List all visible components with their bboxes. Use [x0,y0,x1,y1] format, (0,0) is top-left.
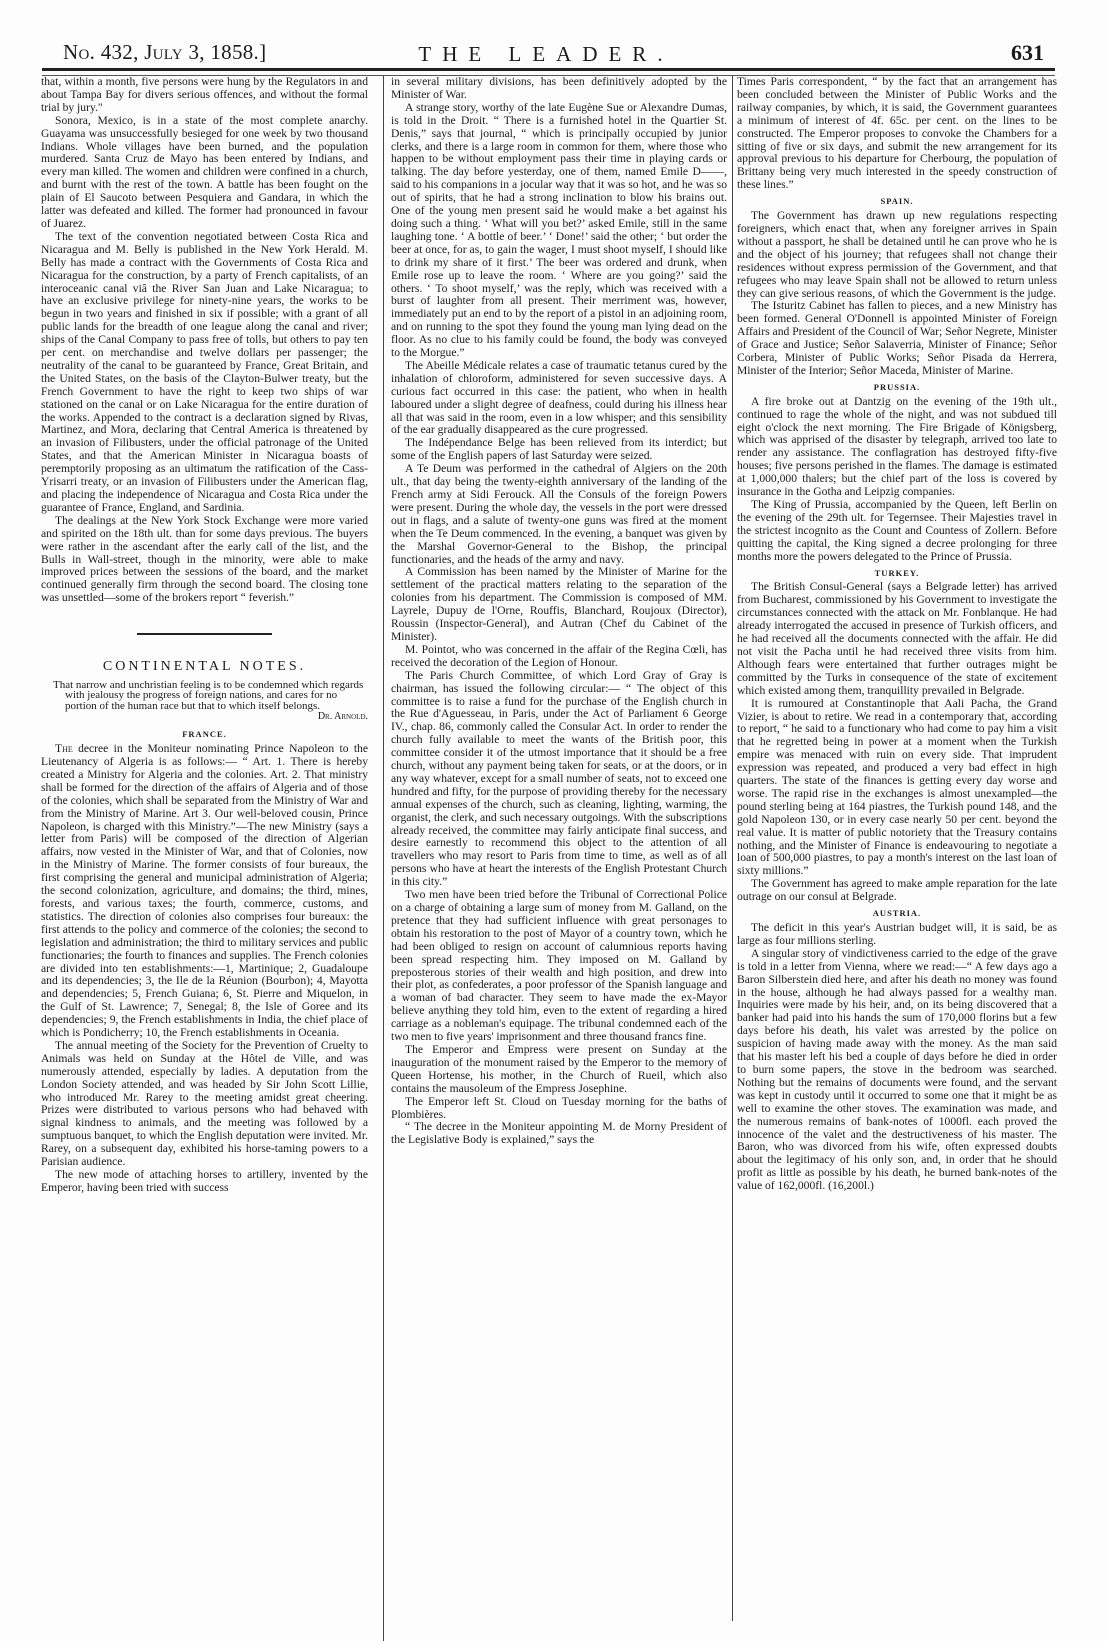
article-paragraph: The King of Prussia, accompanied by the Queen, left Berlin on the evening of the 29th ult. for Tegernsee. Their Majesties travel in the strictest incognito as the Count and Countess of Zollern. Before quitting the capital, the King signed a decree prolonging for three months more the powers delegated to the Prince of Prussia. [737,498,1057,563]
article-paragraph: A fire broke out at Dantzig on the evening of the 19th ult., continued to rage the whole of the night, and was not subdued till eight o'clock the next morning. The Fire Brigade of Königsberg, which was apprised of the disaster by telegraph, arrived too late to render any assistance. The conflagration has destroyed fifty-five houses; five persons perished in the flames. The damage is estimated at 1,000,000 thalers; but the chief part of the loss is covered by insurance in the Gotha and Leipzig companies. [737,394,1057,499]
article-paragraph: The annual meeting of the Society for the Prevention of Cruelty to Animals was held on Sunday at the Hôtel de Ville, and was numerously attended, especially by ladies. A deputation from the London Society attended, and was headed by Sir John Scott Lillie, who introduced Mr. Rarey to the meeting amidst great cheering. Prizes were distributed to various persons who had behaved with signal kindness to animals, and the meeting was followed by a sumptuous banquet, to which the English deputation were invited. Mr. Rarey, on a subsequent day, exhibited his horse-taming powers to a Parisian audience. [41,1038,368,1169]
column-2-articles [391,76,727,1147]
article-paragraph: The text of the convention negotiated between Costa Rica and Nicaragua and M. Belly is published in the New York Herald. M. Belly has made a contract with the Governments of Costa Rica and Nicaragua for the construction, by a party of French capitalists, of an interoceanic canal viâ the River San Juan and Lake Nicaragua; to have an exclusive privilege for ninety-nine years, the works to be begun in two years and finished in six if possible; with a grant of all public lands for the breadth of one league along the canal and river; ships of the Canal Company to pass free of tolls, but others to pay ten per cent. on merchandise and twelve dollars per passenger; the neutrality of the canal to be guaranteed by France, Great Britain, and the United States, on the basis of the Clayton-Bulwer treaty, but the French Government to have the right to keep two ships of war stationed on the canal or on Lake Nicaragua for the entire duration of the works. Appended to the contract is a declaration signed by Rivas, Martinez, and Mora, declaring that Central America is threatened by an invasion of Filibusters, under the official patronage of the United States, and that the American Minister in Nicaragua boasts of peremptorily proposing as an ultimatum the ratification of the Cass-Yrisarri treaty, or an invasion of Filibusters under the American flag, and placing the independence of Nicaragua and Costa Rica under the guarantee of France, England, and Sardinia. [41,229,368,514]
column-1-articles [41,76,368,605]
section-heading-turkey: TURKEY. [874,567,920,578]
paragraph-lead-word: The [55,742,73,756]
section-heading-france: FRANCE. [182,729,227,740]
epigraph-author: Dr. Arnold. [317,711,368,723]
page-number: 631 [1011,40,1044,65]
article-paragraph: A Commission has been named by the Minister of Marine for the settlement of the practical matters relating to the separation of the colonies from his department. The Commission is composed of MM. Layrele, Dupuy de l'Orne, Rouffis, Blanchard, Roujoux (Director), Roussin (Inspector-General), and Autran (Chef du Cabinet of the Minister). [391,565,727,643]
column-3-sections [737,195,1057,1193]
article-paragraph: M. Pointot, who was concerned in the affair of the Regina Cœli, has received the decoration of the Legion of Honour. [391,642,727,669]
article-paragraph: that, within a month, five persons were hung by the Regulators in and about Tampa Bay for divers serious offences, and without the formal trial by jury." [41,75,368,114]
section-heading-prussia: PRUSSIA. [873,381,921,392]
column-divider [383,76,384,1641]
article-paragraph: The Emperor and Empress were present on Sunday at the inauguration of the monument raised by the Emperor to the memory of Queen Hortense, his mother, in the Church of Rueil, which also contains the mausoleum of the Empress Josephine. [391,1042,727,1095]
masthead [40,40,1052,66]
article-paragraph: The Isturitz Cabinet has fallen to pieces, and a new Ministry has been formed. General O'Donnell is appointed Minister of Foreign Affairs and President of the Council of War; Señor Negrete, Minister of Grace and Justice; Señor Salaverria, Minister of Finance; Señor Corbera, Minister of Public Works; Señor Pisada da Herrera, Minister of the Interior; Señor Maceda, Minister of Marine. [737,299,1057,377]
column-3 [737,76,1057,1193]
article-paragraph: “ The decree in the Moniteur appointing M. de Morny President of the Legislative Body is explained,” says the [391,1120,727,1147]
paragraph-text: decree in the Moniteur nominating Prince Napoleon to the Lieutenancy of Algeria is as follows:— “ Art. 1. There is hereby created a Ministry for Algeria and the colonies. Art. 2. That ministry shall be formed for the direction of the affairs of Algeria and of those of the colonies, which shall be separated from the Ministry of War and from the Ministry of Marine. Art 3. Our well-beloved cousin, Prince Napoleon, is charged with this Ministry.”—The new Ministry (says a letter from Paris) will be composed of the direction of Algerian affairs, now vested in the Minister of War, and that of Colonies, now in the Ministry of Marine. The former consists of four bureaux, the first comprising the general and municipal administration of Algeria; the second colonization, agriculture, and domains; the third, mines, forests, and various taxes; the fourth, commerce, customs, and statistics. The direction of colonies also comprises four bureaux: the first attends to the policy and commerce of the colonies; the second to legislation and administration; the third to military services and public functionaries; the fourth to finances and supplies. The French colonies are divided into ten establishments:—1, Martinique; 2, Guadaloupe and its dependencies; 3, the Ile de la Réunion (Bourbon); 4, Mayotta and dependencies; 5, French Guiana; 6, St. Pierre and Miquelon, in the Gulf of St. Lawrence; 7, Senegal; 8, the Isle of Goree and its dependencies; 9, the French establishments in India, the chief place of which is Pondicherry; 10, the French establishments in Oceania. [41,742,368,1040]
article-paragraph [41,743,368,1040]
article-paragraph: The new mode of attaching horses to artillery, invented by the Emperor, having been tried with success [41,1168,368,1194]
article-paragraph: The Emperor left St. Cloud on Tuesday morning for the baths of Plombières. [391,1094,727,1121]
article-paragraph: A strange story, worthy of the late Eugène Sue or Alexandre Dumas, is told in the Droit. “ There is a furnished hotel in the Quartier St. Denis,” says that journal, “ which is principally occupied by junior clerks, and there is a large room in common for them, where those who happen to be without employment pass their time in playing cards or talking. The day before yesterday, one of them, named Emile D——, said to his companions in a jocular way that it was so hot, and he was so out of spirits, that he had a strong inclination to blow his brains out. One of the young men present said he would make a bet against his doing such a thing. ‘ What will you bet?’ asked Emile, still in the same laughing tone. ‘ A bottle of beer.’ ‘ Done!’ said the other; ‘ but order the beer at once, for as, to gain the wager, I must shoot myself, I should like to drink my share of it first.’ The beer was ordered and drunk, when Emile rose up to leave the room. ‘ Where are you going?’ said the others. ‘ To shoot myself,’ was the reply, which was received with a burst of laughter from all present. Their merriment was, however, immediately put an end to by the report of a pistol in an adjoining room, and on running to the spot they found the young man lying dead on the floor. As no clue to his family could be found, the body was conveyed to the Morgue.” [391,100,727,360]
column-3-articles [737,76,1057,192]
article-paragraph: The Indépendance Belge has been relieved from its interdict; but some of the English papers of last Saturday were seized. [391,436,727,463]
continental-notes-title: CONTINENTAL NOTES. [102,659,307,675]
article-paragraph: The Government has agreed to make ample reparation for the late outrage on our consul at Belgrade. [737,877,1057,904]
article-paragraph: The dealings at the New York Stock Exchange were more varied and spirited on the 18th ult. than for some days previous. The buyers were rather in the ascendant after the early call of the list, and the Bulls in Wall-street, though in the minority, were able to make improved prices between the sessions of the board, and the market continued generally firm through the second board. The closing tone was unsettled—some of the brokers report “ feverish.” [41,513,368,605]
article-paragraph: Times Paris correspondent, “ by the fact that an arrangement has been concluded between the Minister of Public Works and the railway companies, by which, it is said, the Government guarantees a minimum of interest of 4f. 65c. per cent. on the lines to be constructed. The Emperor proposes to convoke the Chambers for a sitting of five or six days, and submit the new arrangement for its approval previous to his departure for Cherbourg, the population of Brittany being very much interested in the speedy construction of these lines.” [737,75,1057,192]
article-paragraph: A singular story of vindictiveness carried to the edge of the grave is told in a letter from Vienna, where we read:—“ A few days ago a Baron Silberstein died here, and after his death no money was found in the house, although he had always passed for a wealthy man. Inquiries were made by his heir, and, on its being discovered that a banker had paid into his hands the sum of 170,000 florins but a few days before his death, his valet was arrested by the police on suspicion of having made away with the money. As the man said that his master left his bed a couple of days before he died in order to burn some papers, the stove in the bedroom was searched. Nothing but the remains of documents were found, and the servant was kept in custody until it occurred to some one that it might be as well to examine the other stoves. The examination was made, and the numerous remains of bank-notes of 1000fl. each proved the innocence of the valet and the destructiveness of his master. The Baron, who was divorced from his wife, often expressed doubts about the legitimacy of his only son, and, in order that he should profit as little as possible by his death, he burned bank-notes of the value of 162,000fl. (16,200l.) [737,946,1057,1193]
section-heading-spain: SPAIN. [880,196,914,207]
article-paragraph: It is rumoured at Constantinople that Aali Pacha, the Grand Vizier, is about to retire. We read in a contemporary that, according to report, “ he said to a functionary who had come to pay him a visit that he regretted being in power at a moment when the Turkish empire was menaced with ruin on every side. That imprudent expression was repeated, and produced a very bad effect in high quarters. The state of the finances is getting every day worse and worse. The rapid rise in the exchanges is almost unexampled—the pound sterling being at 164 piastres, the Turkish pound 148, and the gold Napoleon 130, or in every case nearly 50 per cent. beyond the real value. It is matter of public notoriety that the Treasury contains nothing, and the Minister of Finance is endeavouring to negotiate a loan of 500,000 piastres, to pay a month's interest on the last loan of sixty millions.” [737,696,1057,878]
article-paragraph: The British Consul-General (says a Belgrade letter) has arrived from Bucharest, commissioned by his Government to investigate the circumstances connected with the attack on Mr. Fonblanque. He had already interrogated the accused in presence of Turkish officers, and he had received all the documents connected with the affair. He did not visit the Pacha until he had received three visits from him. Although fears were entertained that further outrages might be committed by the Turks in consequence of the state of excitement which existed among them, tranquillity prevailed in Belgrade. [737,580,1057,697]
epigraph-quote: That narrow and unchristian feeling is to be condemned which regards with jealousy the progress of foreign nations, and cares for no portion of the human race but that to which itself belongs. [53,679,364,712]
issue-number-date: No. 432, July 3, 1858.] [63,40,267,64]
article-paragraph: Sonora, Mexico, is in a state of the most complete anarchy. Guayama was unsuccessfully besieged for one week by two thousand Indians. Whole villages have been burned, and the population murdered. Santa Cruz de Mayo has been entered by Indians, and every man killed. The women and children were confined in a church, and burnt with the rest of the town. A battle has been fought on the plain of El Saucoto between Pesquiera and Gandara, in which the latter was defeated and killed. The former had pronounced in favour of Juarez. [41,113,368,230]
column-1 [41,76,368,1195]
section-heading-austria: AUSTRIA. [872,908,922,919]
newspaper-title: THE LEADER. [418,42,674,66]
article-paragraph: Two men have been tried before the Tribunal of Correctional Police on a charge of obtaining a large sum of money from M. Galland, on the pretence that they had sufficient influence with great personages to obtain his restoration to the post of Mayor of a country town, which he had been obliged to resign on account of calumnious reports having been spread respecting him. They imposed on M. Galland by preposterous stories of their wealth and high position, and drew into their plot, as confederates, a poor professor of the Spanish language and a woman of bad character. They seem to have made the ex-Mayor believe anything they told him, even to the extent of regarding a hired carriage as a nobleman's equipage. The tribunal condemned each of the two men to five years' imprisonment and three thousand francs fine. [391,888,727,1044]
article-paragraph: The Paris Church Committee, of which Lord Gray of Gray is chairman, has issued the following circular:— “ The object of this committee is to raise a fund for the purchase of the English church in the Rue d'Aguesseau, in Paris, under the Act of Parliament 6 George IV., chap. 86, commonly called the Consular Act. In order to render the church fully available to meet the wants of the British poor, this committee consider it of the utmost importance that it should be a free church, without any payment being taken for seats, or at the doors, or in any way whatever, except for a small number of seats, not to exceed one hundred and fifty, for the purpose of providing thereby for the necessary annual expenses of the church, such as cleaning, lighting, warming, the organist, the clerk, and such necessary outgoings. With the subscriptions already received, the committee may fairly anticipate final success, and desire earnestly to recommend this object to the attention of all travellers who may resort to Paris from time to time, as well as of all persons who have at heart the interests of the English Protestant Church in this city.” [391,668,727,889]
article-paragraph: The Abeille Médicale relates a case of traumatic tetanus cured by the inhalation of chloroform, administered for seven successive days. A curious fact occurred in this case: the patient, who when in health laboured under a slight degree of deafness, could during his illness hear all that was said in the room, even in a low whisper; and this sensibility of the ear gradually disappeared as the cure progressed. [391,358,727,437]
article-paragraph: The Government has drawn up new regulations respecting foreigners, which enact that, when any foreigner arrives in Spain without a passport, he shall be detained until he can prove who he is and the object of his journey; that refugees shall not change their residences without express permission of the Government, and that refugees who may leave Spain shall not be allowed to return unless they can give serious reasons, of which the Government is the judge. [737,209,1057,300]
france-articles [41,743,368,1195]
article-paragraph: in several military divisions, has been definitively adopted by the Minister of War. [391,75,727,101]
article-paragraph: A Te Deum was performed in the cathedral of Algiers on the 20th ult., that day being the twenty-eighth anniversary of the landing of the French army at Sidi Ferouck. All the Consuls of the foreign Powers were present. During the whole day, the vessels in the port were dressed out in flags, and a salute of twenty-one guns was fired at the moment when the Te Deum commenced. In the evening, a banquet was given by the Marshal Governor-General to the Bishop, the principal functionaries, and the heads of the army and navy. [391,462,727,566]
section-separator-rule [137,633,272,635]
article-paragraph: The deficit in this year's Austrian budget will, it is said, be as large as four millions sterling. [737,921,1057,947]
column-2 [391,76,727,1147]
column-divider [732,76,733,1621]
